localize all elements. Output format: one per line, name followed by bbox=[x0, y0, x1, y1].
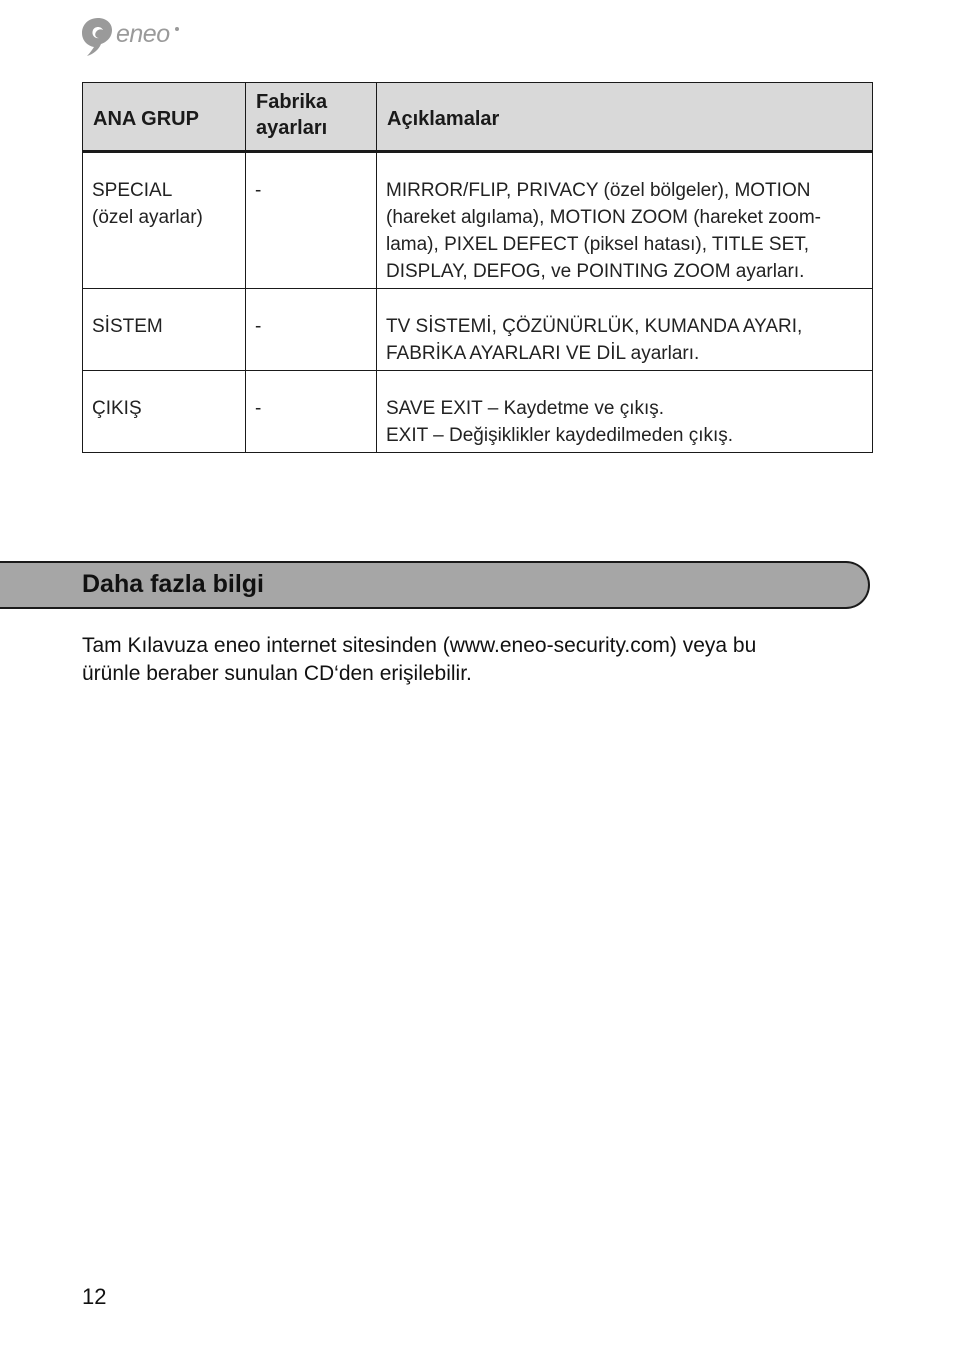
table-row bbox=[83, 289, 873, 371]
column-header-fabrika-ayarlari bbox=[246, 83, 377, 152]
description-line: DISPLAY, DEFOG, ve POINTING ZOOM ayarları. bbox=[386, 261, 805, 282]
description-line: MIRROR/FLIP, PRIVACY (özel bölgeler), MOTION bbox=[386, 180, 811, 201]
paragraph-line: ürünle beraber sunulan CD‘den erişilebilir. bbox=[82, 662, 472, 685]
description-line: SAVE EXIT – Kaydetme ve çıkış. bbox=[386, 398, 665, 419]
group-line: ÇIKIŞ bbox=[92, 398, 142, 419]
eneo-swirl-logo-icon bbox=[80, 16, 114, 58]
description-line: (hareket algılama), MOTION ZOOM (hareket zoom- bbox=[386, 207, 821, 228]
description-line: TV SİSTEMİ, ÇÖZÜNÜRLÜK, KUMANDA AYARI, bbox=[386, 316, 803, 337]
info-paragraph bbox=[82, 632, 862, 688]
section-title: Daha fazla bilgi bbox=[82, 570, 264, 598]
table-header-row bbox=[83, 83, 873, 152]
paragraph-line: Tam Kılavuza eneo internet sitesinden (www.eneo-security.com) veya bu bbox=[82, 634, 757, 657]
column-header-line: Fabrika bbox=[256, 91, 328, 113]
description-line: FABRİKA AYARLARI VE DİL ayarları. bbox=[386, 343, 700, 364]
description-cell bbox=[377, 152, 873, 289]
default-cell: - bbox=[246, 371, 377, 453]
section-header-bar bbox=[0, 561, 870, 609]
column-header-ana-grup: ANA GRUP bbox=[83, 83, 246, 152]
group-line: (özel ayarlar) bbox=[92, 207, 203, 228]
default-cell: - bbox=[246, 289, 377, 371]
description-cell bbox=[377, 371, 873, 453]
group-line: SPECIAL bbox=[92, 180, 173, 201]
group-cell bbox=[83, 371, 246, 453]
group-cell bbox=[83, 289, 246, 371]
description-line: EXIT – Değişiklikler kaydedilmeden çıkış. bbox=[386, 425, 734, 446]
page-number: 12 bbox=[82, 1284, 107, 1309]
table-row bbox=[83, 371, 873, 453]
settings-table bbox=[82, 82, 873, 453]
table-row bbox=[83, 152, 873, 289]
default-cell: - bbox=[246, 152, 377, 289]
logo-registered-dot bbox=[175, 27, 179, 31]
logo-wordmark: eneo bbox=[116, 20, 170, 48]
group-line: SİSTEM bbox=[92, 316, 163, 337]
column-header-line: ayarları bbox=[256, 117, 328, 139]
group-cell bbox=[83, 152, 246, 289]
description-cell bbox=[377, 289, 873, 371]
description-line: lama), PIXEL DEFECT (piksel hatası), TITLE SET, bbox=[386, 234, 810, 255]
column-header-aciklamalar: Açıklamalar bbox=[377, 83, 873, 152]
eneo-logo bbox=[80, 16, 190, 60]
